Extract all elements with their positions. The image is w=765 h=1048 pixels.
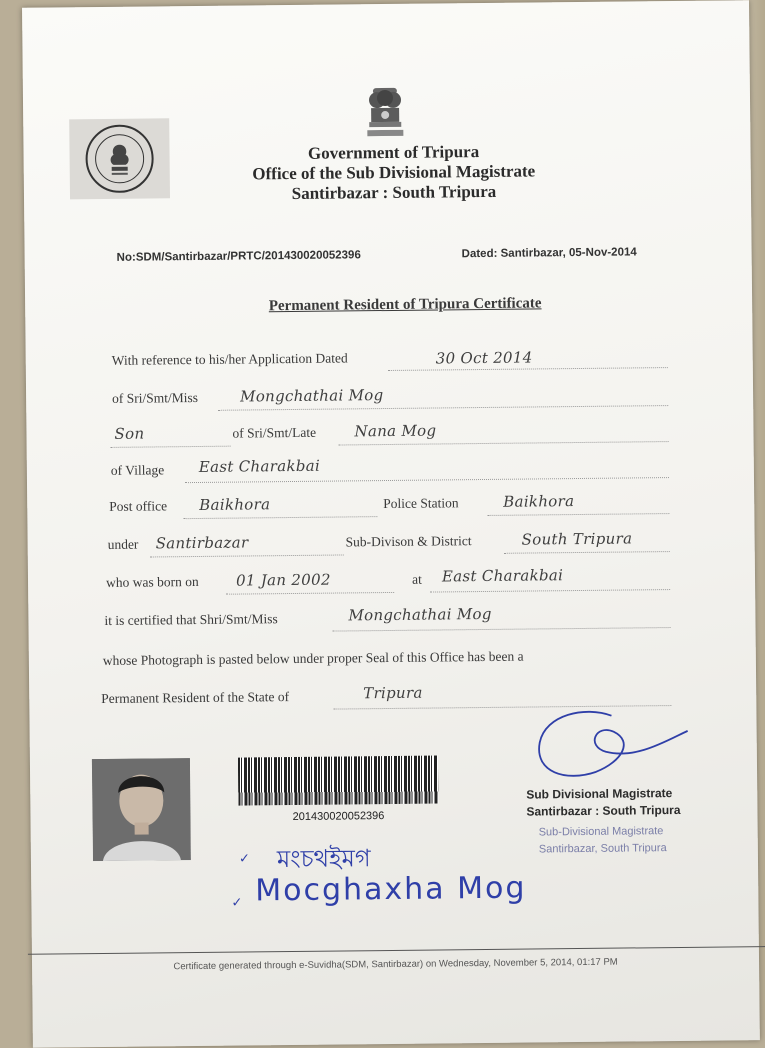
national-emblem-icon <box>361 86 410 142</box>
applicant-photo <box>92 758 191 861</box>
relation: Son <box>114 424 145 443</box>
handwritten-latin-name: Mocghaxha Mog <box>255 870 527 909</box>
of-sri-label: of Sri/Smt/Miss <box>112 389 199 406</box>
reference-date: Dated: Santirbazar, 05-Nov-2014 <box>461 246 637 261</box>
barcode-number: 201430020052396 <box>292 810 385 824</box>
signatory-designation: Sub Divisional Magistrate <box>526 786 673 802</box>
certified-name: Mongchathai Mog <box>348 604 492 625</box>
parent-label: of Sri/Smt/Late <box>232 424 317 441</box>
dotted-line <box>487 513 669 516</box>
dotted-line <box>333 627 671 632</box>
signatory-block <box>526 785 680 821</box>
application-date: 30 Oct 2014 <box>435 348 533 368</box>
state-value: Tripura <box>363 683 423 703</box>
footer-divider <box>28 946 765 955</box>
police-station: Baikhora <box>503 492 575 511</box>
born-place: East Charakbai <box>441 566 564 586</box>
footer-text: Certificate generated through e-Suvidha(SDM, Santirbazar) on Wednesday, November 5, 2014, 01:17 PM <box>173 956 618 973</box>
header-office: Office of the Sub Divisional Magistrate <box>252 161 536 184</box>
tick-mark-2: ✓ <box>231 895 243 911</box>
application-label: With reference to his/her Application Dated <box>111 350 348 368</box>
dotted-line <box>185 477 669 483</box>
dotted-line <box>388 367 668 371</box>
at-label: at <box>411 571 422 587</box>
office-seal <box>69 118 170 199</box>
certificate-paper <box>22 0 760 1048</box>
tick-mark-1: ✓ <box>238 851 250 867</box>
dotted-line <box>218 405 668 411</box>
dotted-line <box>430 589 670 593</box>
dotted-line <box>183 516 377 519</box>
village-label: of Village <box>110 462 165 478</box>
signatory-place: Santirbazar : South Tripura <box>526 802 681 819</box>
born-label: who was born on <box>105 573 199 590</box>
post-office-label: Post office <box>109 498 168 514</box>
dotted-line <box>111 446 231 448</box>
village: East Charakbai <box>198 456 321 476</box>
reference-number: No:SDM/Santirbazar/PRTC/201430020052396 <box>116 249 361 264</box>
under-label: under <box>107 536 139 552</box>
state-label: Permanent Resident of the State of <box>101 689 290 707</box>
police-station-label: Police Station <box>383 495 459 512</box>
post-office: Baikhora <box>199 495 271 514</box>
parent-name: Nana Mog <box>354 421 437 441</box>
subdivision-label: Sub-Divison & District <box>345 533 472 550</box>
dotted-line <box>226 592 394 595</box>
applicant-name: Mongchathai Mog <box>240 386 384 406</box>
signature-icon <box>525 701 696 793</box>
photo-statement: whose Photograph is pasted below under proper Seal of this Office has been a <box>102 648 524 668</box>
born-date: 01 Jan 2002 <box>235 570 331 590</box>
official-stamp <box>539 823 667 858</box>
stamp-line-2: Santirbazar, South Tripura <box>538 842 667 856</box>
dotted-line <box>150 554 344 557</box>
header-location: Santirbazar : South Tripura <box>291 181 497 203</box>
stamp-line-1: Sub-Divisional Magistrate <box>538 825 664 839</box>
under-value: Santirbazar <box>155 533 249 553</box>
dotted-line <box>504 551 670 554</box>
barcode <box>238 755 438 805</box>
header-government: Government of Tripura <box>307 142 480 163</box>
certified-label: it is certified that Shri/Smt/Miss <box>104 611 278 628</box>
handwritten-bengali-name: মংচথইমগ <box>276 844 371 874</box>
dotted-line <box>339 441 669 445</box>
subdivision: South Tripura <box>521 529 633 549</box>
person-photo-icon <box>92 758 191 861</box>
certificate-title: Permanent Resident of Tripura Certificate <box>268 295 542 315</box>
seal-stamp-icon <box>69 118 170 199</box>
